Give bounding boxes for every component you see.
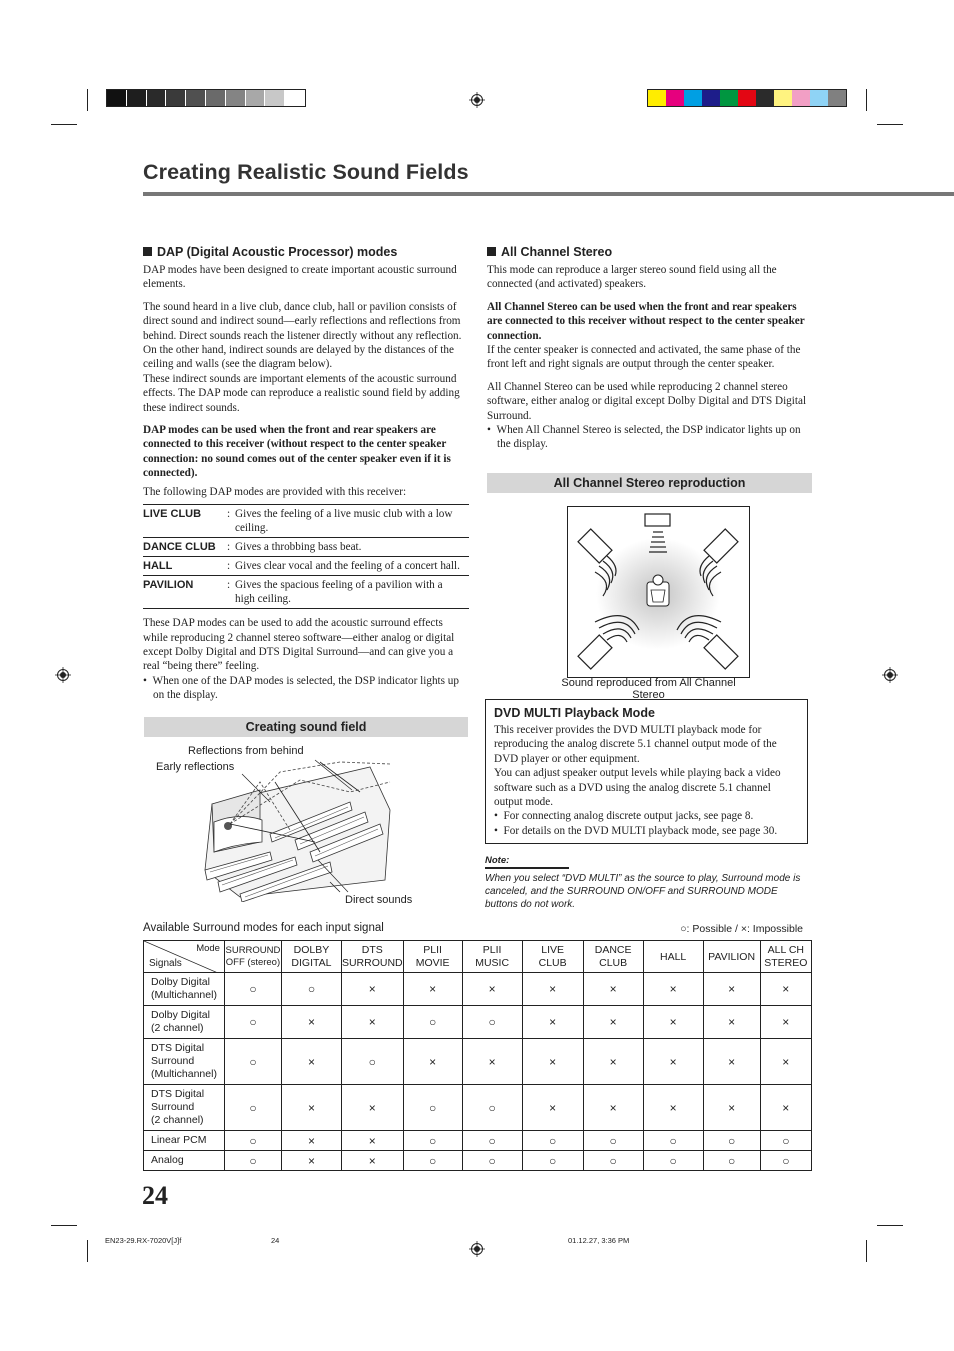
mode-cell: ×	[403, 1039, 462, 1085]
corner-cell: Mode Signals	[144, 941, 225, 973]
note-rule	[485, 867, 569, 869]
mode-cell: ○	[403, 1085, 462, 1131]
sound-field-bar: Creating sound field	[144, 717, 468, 737]
color-bar	[647, 89, 847, 107]
registration-mark-icon	[882, 667, 898, 683]
crop-mark	[877, 124, 903, 125]
mode-cell: ×	[522, 1006, 583, 1039]
dvd-multi-heading: DVD MULTI Playback Mode	[494, 706, 655, 720]
table-row	[144, 1039, 812, 1085]
crop-mark	[87, 1240, 88, 1262]
dap-section	[143, 245, 469, 703]
registration-mark-icon	[55, 667, 71, 683]
table-row	[144, 973, 812, 1006]
mode-cell: ×	[281, 1039, 341, 1085]
table-row	[144, 1151, 812, 1171]
label-early-reflections: Early reflections	[156, 761, 235, 773]
dap-bullet: • When one of the DAP modes is selected, the DSP indicator lights up on the display.	[143, 674, 459, 702]
mode-cell: ×	[341, 1006, 403, 1039]
column-header: DOLBY DIGITAL	[281, 941, 341, 973]
mode-cell: ×	[583, 973, 643, 1006]
color-swatch	[684, 90, 702, 106]
crop-mark	[866, 1240, 867, 1262]
signal-cell: DTS Digital Surround (2 channel)	[144, 1085, 225, 1131]
mode-cell: ○	[522, 1131, 583, 1151]
mode-cell: ×	[643, 973, 703, 1006]
mode-cell: ○	[224, 1039, 281, 1085]
column-header: PAVILION	[703, 941, 760, 973]
signal-cell: Dolby Digital (2 channel)	[144, 1006, 225, 1039]
mode-cell: ×	[522, 1085, 583, 1131]
mode-cell: ×	[760, 1085, 811, 1131]
mode-cell: ×	[281, 1006, 341, 1039]
column-header: DTS SURROUND	[341, 941, 403, 973]
mode-cell: ×	[643, 1039, 703, 1085]
footer-date: 01.12.27, 3:36 PM	[568, 1236, 630, 1245]
page-number: 24	[142, 1181, 168, 1210]
dap-para3: These DAP modes can be used to add the acoustic surround effects while reproducing 2 channel stereo software—either analog or digital except Dolby Digital and DTS Digital Surround—and can give you a real “being there” feeling.	[143, 617, 455, 673]
mode-cell: ×	[643, 1085, 703, 1131]
mode-cell: ×	[281, 1131, 341, 1151]
mode-cell: ○	[583, 1151, 643, 1171]
dvd-multi-box	[485, 699, 808, 844]
list-item: PAVILION : Gives the spacious feeling of a pavilion with a high ceiling.	[143, 576, 469, 609]
mode-cell: ○	[760, 1131, 811, 1151]
color-swatch	[265, 90, 285, 106]
mode-cell: ○	[403, 1151, 462, 1171]
crop-mark	[866, 89, 867, 111]
column-header: SURROUND OFF (stereo)	[224, 941, 281, 973]
signal-cell: Dolby Digital (Multichannel)	[144, 973, 225, 1006]
dvd-bullet1: • For connecting analog discrete output jacks, see page 8.	[494, 810, 754, 823]
signal-cell: DTS Digital Surround (Multichannel)	[144, 1039, 225, 1085]
mode-cell: ×	[583, 1085, 643, 1131]
mode-cell: ○	[760, 1151, 811, 1171]
color-swatch	[226, 90, 246, 106]
acs-caption: Sound reproduced from All Channel Stereo	[561, 677, 736, 701]
acs-para1: This mode can reproduce a larger stereo sound field using all the connected (and activated) speakers.	[487, 264, 777, 291]
color-swatch	[246, 90, 266, 106]
color-swatch	[702, 90, 720, 106]
mode-cell: ○	[403, 1006, 462, 1039]
table-row	[144, 1085, 812, 1131]
mode-cell: ×	[403, 973, 462, 1006]
footer-file: EN23-29.RX-7020V[J]f	[105, 1236, 182, 1245]
color-swatch	[127, 90, 147, 106]
mode-cell: ○	[224, 1131, 281, 1151]
note-text: When you select “DVD MULTI” as the source to play, Surround mode is canceled, and the SURROUND ON/OFF and SURROUND MODE buttons do not work.	[485, 873, 801, 910]
dap-para1: The sound heard in a live club, dance club, hall or pavilion consists of direct sound and indirect sound—early reflections and reflections from behind. Direct sounds reach the listener directly without any reflection. On the other hand, indirect sounds are delayed by the distances of the ceiling and walls (see the diagram below).	[143, 300, 462, 371]
color-swatch	[166, 90, 186, 106]
leader-lines	[230, 752, 400, 902]
acs-bullet: • When All Channel Stereo is selected, the DSP indicator lights up on the display.	[487, 424, 801, 451]
column-header: HALL	[643, 941, 703, 973]
mode-cell: ○	[583, 1131, 643, 1151]
mode-cell: ○	[462, 1006, 522, 1039]
color-swatch	[285, 90, 305, 106]
acs-bold-note: All Channel Stereo can be used when the front and rear speakers are connected to this receiver without respect to the center speaker connection.	[487, 300, 805, 342]
mode-cell: ○	[341, 1039, 403, 1085]
modes-table-legend: ○: Possible / ×: Impossible	[680, 923, 803, 935]
mode-cell: ×	[462, 1039, 522, 1085]
acs-para3: All Channel Stereo can be used while reproducing 2 channel stereo software, either analog or digital except Dolby Digital and DTS Digital Surround.	[487, 380, 807, 422]
mode-cell: ×	[703, 973, 760, 1006]
signal-cell: Analog	[144, 1151, 225, 1171]
mode-cell: ×	[462, 973, 522, 1006]
table-row	[144, 1006, 812, 1039]
dvd-para2: You can adjust speaker output levels while playing back a video software such as a DVD using the analog discrete 5.1 channel output mode.	[494, 767, 781, 809]
column-header: LIVE CLUB	[522, 941, 583, 973]
all-channel-stereo-diagram	[567, 506, 750, 678]
crop-mark	[51, 124, 77, 125]
table-header-row	[144, 941, 812, 973]
mode-cell: ○	[462, 1131, 522, 1151]
modes-table-title: Available Surround modes for each input signal	[143, 922, 384, 934]
mode-cell: ○	[281, 973, 341, 1006]
mode-cell: ×	[760, 973, 811, 1006]
column-header: PLII MUSIC	[462, 941, 522, 973]
label-reflections: Reflections from behind	[188, 745, 304, 757]
mode-cell: ×	[341, 1085, 403, 1131]
mode-cell: ×	[281, 1151, 341, 1171]
mode-cell: ○	[403, 1131, 462, 1151]
mode-cell: ○	[522, 1151, 583, 1171]
color-swatch	[648, 90, 666, 106]
registration-mark-icon	[469, 92, 485, 108]
page-title: Creating Realistic Sound Fields	[143, 160, 469, 184]
mode-cell: ×	[341, 1151, 403, 1171]
mode-cell: ×	[583, 1039, 643, 1085]
acs-section	[487, 245, 810, 452]
acs-para2: If the center speaker is connected and activated, the same phase of the front left and right signals are output through the center speaker.	[487, 344, 801, 371]
surround-modes-table	[143, 940, 812, 1171]
mode-cell: ×	[703, 1006, 760, 1039]
column-header: ALL CH STEREO	[760, 941, 811, 973]
footer-page: 24	[271, 1236, 280, 1245]
mode-cell: ×	[281, 1085, 341, 1131]
dap-bold-note: DAP modes can be used when the front and rear speakers are connected to this receiver (without respect to the center speaker connection: no sound comes out of the center speaker even if it is connected).	[143, 424, 451, 480]
square-bullet-icon	[487, 247, 496, 256]
crop-mark	[877, 1225, 903, 1226]
note-label: Note:	[485, 855, 510, 866]
color-swatch	[774, 90, 792, 106]
column-header: DANCE CLUB	[583, 941, 643, 973]
crop-mark	[51, 1225, 77, 1226]
color-swatch	[738, 90, 756, 106]
mode-cell: ×	[522, 1039, 583, 1085]
mode-cell: ○	[224, 1006, 281, 1039]
registration-mark-icon	[469, 1241, 485, 1257]
color-swatch	[792, 90, 810, 106]
mode-cell: ○	[643, 1131, 703, 1151]
color-swatch	[186, 90, 206, 106]
color-swatch	[666, 90, 684, 106]
color-swatch	[810, 90, 828, 106]
mode-cell: ×	[583, 1006, 643, 1039]
dap-intro: DAP modes have been designed to create important acoustic surround elements.	[143, 264, 457, 291]
mode-cell: ○	[643, 1151, 703, 1171]
color-swatch	[828, 90, 846, 106]
mode-cell: ×	[522, 973, 583, 1006]
crop-mark	[87, 89, 88, 111]
mode-cell: ×	[341, 1131, 403, 1151]
gray-color-bar	[106, 89, 306, 107]
mode-cell: ○	[224, 973, 281, 1006]
mode-cell: ×	[703, 1085, 760, 1131]
mode-cell: ○	[703, 1151, 760, 1171]
acs-heading: All Channel Stereo	[487, 245, 810, 259]
list-item: LIVE CLUB : Gives the feeling of a live music club with a low ceiling.	[143, 505, 469, 538]
color-swatch	[147, 90, 167, 106]
title-rule	[143, 192, 954, 196]
label-direct-sounds: Direct sounds	[345, 894, 413, 906]
mode-cell: ×	[341, 973, 403, 1006]
square-bullet-icon	[143, 247, 152, 256]
signal-cell: Linear PCM	[144, 1131, 225, 1151]
color-swatch	[756, 90, 774, 106]
mode-cell: ×	[760, 1006, 811, 1039]
dvd-bullet2: • For details on the DVD MULTI playback mode, see page 30.	[494, 824, 778, 837]
mode-cell: ×	[703, 1039, 760, 1085]
dap-para2: These indirect sounds are important elements of the acoustic surround effects. The DAP mode can reproduce a realistic sound field by adding these indirect sounds.	[143, 372, 460, 414]
mode-cell: ○	[462, 1151, 522, 1171]
table-row	[144, 1131, 812, 1151]
mode-cell: ×	[760, 1039, 811, 1085]
acs-reproduction-bar: All Channel Stereo reproduction	[487, 473, 812, 493]
color-swatch	[720, 90, 738, 106]
list-item: DANCE CLUB : Gives a throbbing bass beat.	[143, 538, 469, 557]
mode-cell: ○	[462, 1085, 522, 1131]
color-swatch	[206, 90, 226, 106]
color-swatch	[107, 90, 127, 106]
dvd-para1: This receiver provides the DVD MULTI playback mode for reproducing the analog discrete 5.1 channel output mode of the DVD player or other equipment.	[494, 724, 777, 765]
dap-heading: DAP (Digital Acoustic Processor) modes	[143, 245, 469, 259]
mode-cell: ○	[703, 1131, 760, 1151]
mode-cell: ○	[224, 1151, 281, 1171]
mode-cell: ×	[643, 1006, 703, 1039]
column-header: PLII MOVIE	[403, 941, 462, 973]
dap-modes-table	[143, 504, 469, 609]
mode-cell: ○	[224, 1085, 281, 1131]
dap-list-intro: The following DAP modes are provided with this receiver:	[143, 485, 407, 498]
list-item: HALL : Gives clear vocal and the feeling of a concert hall.	[143, 557, 469, 576]
